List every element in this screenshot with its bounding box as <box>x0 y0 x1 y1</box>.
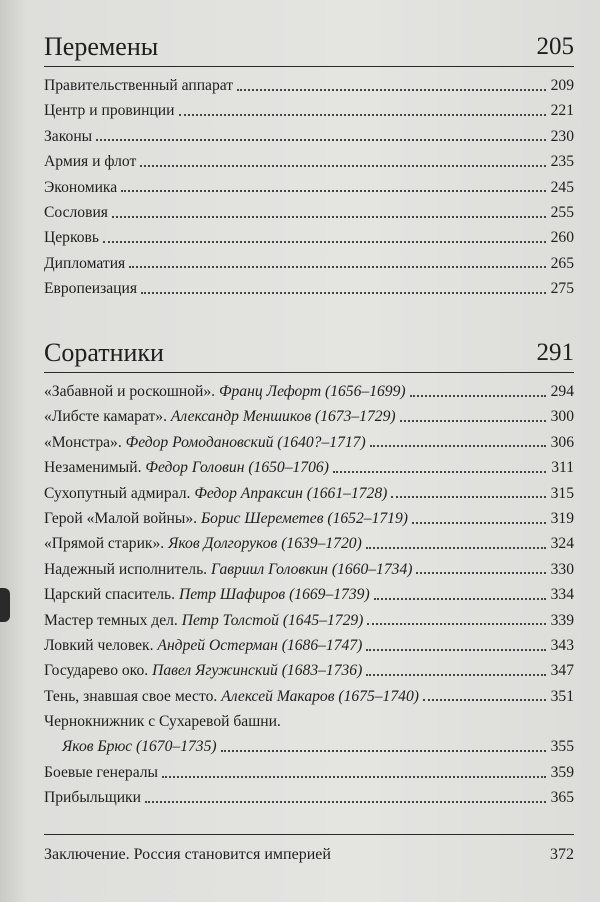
section-title: Соратники <box>44 338 164 367</box>
dot-leader <box>129 266 546 268</box>
section-page-number: 291 <box>536 339 574 366</box>
toc-entry-label <box>44 481 387 506</box>
toc-entry-page: 343 <box>550 636 574 654</box>
toc-entry-label <box>44 582 370 607</box>
toc-entry <box>44 557 574 582</box>
toc-entry-conclusion <box>44 842 574 868</box>
toc-entry-page: 230 <box>550 127 574 145</box>
dot-leader <box>366 547 546 549</box>
toc-entry-title: Центр и провинции <box>44 102 175 120</box>
toc-entry-title: Герой «Малой войны». <box>44 509 201 527</box>
toc-entry-label <box>44 709 281 734</box>
toc-entry-title: Боевые генералы <box>44 763 159 781</box>
toc-entry-title: Царский спаситель. <box>44 586 179 604</box>
toc-entry <box>44 73 574 98</box>
dot-leader <box>221 750 546 752</box>
dot-leader <box>121 190 546 192</box>
toc-entry <box>44 633 574 658</box>
toc-entry-page: 351 <box>550 687 574 705</box>
section-header <box>44 338 574 373</box>
dot-leader <box>237 89 546 91</box>
toc-entry <box>44 608 574 633</box>
toc-entry-title: Ловкий человек. <box>44 636 158 654</box>
dot-leader <box>423 699 546 701</box>
toc-entry-label <box>44 251 125 276</box>
toc-entry <box>44 734 574 759</box>
toc-entry-label <box>44 785 141 810</box>
toc-entry-title: Государево око. <box>44 662 153 680</box>
toc-entry-label <box>44 531 362 556</box>
dot-leader <box>400 420 546 422</box>
toc-entry <box>44 404 574 429</box>
toc-entry <box>44 709 574 734</box>
toc-entry-label <box>44 225 99 250</box>
toc-entry-page: 245 <box>550 178 574 196</box>
toc-entry-label <box>44 200 108 225</box>
toc-entry <box>44 430 574 455</box>
dot-leader <box>366 674 546 676</box>
toc-entry-person: Павел Ягужинский (1683–1736) <box>152 662 363 680</box>
section-header <box>44 32 574 67</box>
page-edge-mark <box>0 588 10 622</box>
toc-entry-page: 260 <box>550 229 574 247</box>
toc-entry-person: Гавриил Головкин (1660–1734) <box>210 560 413 578</box>
dot-leader <box>112 216 546 218</box>
toc-entry-person: Федор Головин (1650–1706) <box>145 459 329 477</box>
toc-entry-title: «Прямой старик». <box>44 535 169 553</box>
toc-entry-title: Армия и флот <box>44 153 137 171</box>
toc-entry-page: 300 <box>550 408 574 426</box>
toc-entry-label <box>44 506 408 531</box>
toc-entry <box>44 225 574 250</box>
toc-entry-title: Сословия <box>44 203 108 221</box>
dot-leader <box>140 165 546 167</box>
toc-entry <box>44 175 574 200</box>
section-peremeny <box>44 32 574 302</box>
toc-entry-title: Церковь <box>44 229 100 247</box>
toc-entry <box>44 251 574 276</box>
toc-entry <box>44 531 574 556</box>
toc-entry-title: Экономика <box>44 178 118 196</box>
toc-entry-page: 311 <box>551 459 574 477</box>
toc-entry-title: Тень, знавшая свое место. <box>44 687 222 705</box>
toc-entry-page: 347 <box>550 662 574 680</box>
toc-entry <box>44 506 574 531</box>
dot-leader <box>367 623 546 625</box>
toc-entry-title: Прибыльщики <box>44 789 141 807</box>
toc-entry-label <box>44 760 158 785</box>
toc-entry <box>44 276 574 301</box>
toc-entry-page: 334 <box>550 586 574 604</box>
toc-entry <box>44 760 574 785</box>
dot-leader <box>410 395 546 397</box>
toc-entry-label <box>44 404 396 429</box>
toc-entry-person: Петр Шафиров (1669–1739) <box>178 586 370 604</box>
dot-leader <box>162 776 546 778</box>
toc-entry-label: Заключение. Россия становится империей <box>44 846 331 863</box>
toc-entry-person: Яков Долгоруков (1639–1720) <box>168 535 362 553</box>
toc-entry-title: Незаменимый. <box>44 459 146 477</box>
dot-leader <box>374 598 546 600</box>
toc-entry-person: Федор Ромодановский (1640?–1717) <box>125 433 366 451</box>
toc-entry-title: Европеизация <box>44 280 138 298</box>
dot-leader <box>366 649 546 651</box>
toc-entry-title: «Монстра». <box>44 433 126 451</box>
toc-entry-person: Александр Меншиков (1673–1729) <box>170 408 396 426</box>
toc-entry-page: 306 <box>550 433 574 451</box>
toc-entry-person: Федор Апраксин (1661–1728) <box>194 484 388 502</box>
toc-entry-page: 275 <box>550 280 574 298</box>
dot-leader <box>391 496 546 498</box>
toc-entry-page: 330 <box>550 560 574 578</box>
toc-entry-label <box>44 658 362 683</box>
toc-entry <box>44 582 574 607</box>
toc-entry-label <box>44 684 419 709</box>
toc-entries <box>44 379 574 811</box>
toc-entry <box>44 379 574 404</box>
toc-entry-label <box>44 430 366 455</box>
dot-leader <box>103 241 546 243</box>
toc-entry <box>44 149 574 174</box>
dot-leader <box>412 522 546 524</box>
toc-entry <box>44 455 574 480</box>
toc-entry-person: Борис Шереметев (1652–1719) <box>200 509 408 527</box>
toc-entry-person: Андрей Остерман (1686–1747) <box>157 636 363 654</box>
toc-entry-page: 324 <box>550 535 574 553</box>
toc-entries <box>44 73 574 302</box>
toc-entry-title: Надежный исполнитель. <box>44 560 211 578</box>
toc-entry-page: 355 <box>550 738 574 756</box>
toc-entry-page: 294 <box>550 383 574 400</box>
section-title: Перемены <box>44 32 159 61</box>
toc-entry-label <box>44 633 362 658</box>
toc-entry-label <box>44 124 92 149</box>
toc-entry-label <box>44 175 117 200</box>
toc-entry-label <box>44 98 175 123</box>
dot-leader <box>370 445 546 447</box>
toc-entry-page: 372 <box>550 846 574 863</box>
dot-leader <box>416 572 546 574</box>
toc-entry-title: Мастер темных дел. <box>44 611 182 629</box>
section-page-number: 205 <box>536 33 574 60</box>
toc-entry <box>44 98 574 123</box>
toc-entry <box>44 658 574 683</box>
toc-entry-label <box>44 557 412 582</box>
toc-entry-page: 339 <box>550 611 574 629</box>
section-soratniki <box>44 338 574 811</box>
toc-entry-label <box>44 455 329 480</box>
toc-entry-label <box>44 379 406 404</box>
toc-entry-title: Правительственный аппарат <box>44 77 234 94</box>
dot-leader <box>179 114 547 116</box>
toc-entry-label <box>44 276 137 301</box>
toc-entry-page: 359 <box>550 763 574 781</box>
toc-entry-person: Франц Лефорт (1656–1699) <box>218 383 406 400</box>
toc-entry-page: 235 <box>550 153 574 171</box>
toc-entry-person: Алексей Макаров (1675–1740) <box>221 687 419 705</box>
toc-entry-page: 209 <box>550 77 574 94</box>
toc-entry <box>44 481 574 506</box>
toc-entry-title: Чернокнижник с Сухаревой башни. <box>44 713 281 731</box>
toc-entry-title: Сухопутный адмирал. <box>44 484 195 502</box>
toc-entry-page: 319 <box>550 509 574 527</box>
toc-entry-title: Законы <box>44 127 93 145</box>
toc-entry-label <box>62 734 217 759</box>
toc-entry-page: 265 <box>550 254 574 272</box>
footer-divider <box>44 834 574 835</box>
toc-entry-page: 255 <box>550 203 574 221</box>
toc-entry-person: Петр Толстой (1645–1729) <box>181 611 364 629</box>
toc-entry-page: 221 <box>550 102 574 120</box>
dot-leader <box>333 471 546 473</box>
toc-entry-title: Дипломатия <box>44 254 126 272</box>
toc-entry <box>44 124 574 149</box>
dot-leader <box>141 292 546 294</box>
toc-entry <box>44 684 574 709</box>
toc-entry-label <box>44 149 136 174</box>
toc-entry-title: «Либсте камарат». <box>44 408 171 426</box>
toc-entry <box>44 200 574 225</box>
dot-leader <box>145 801 546 803</box>
toc-entry-label <box>44 73 233 98</box>
dot-leader <box>96 139 546 141</box>
toc-entry-page: 365 <box>550 789 574 807</box>
toc-entry-page: 315 <box>550 484 574 502</box>
toc-entry-label <box>44 608 363 633</box>
toc-entry-title: «Забавной и роскошной». <box>44 383 219 400</box>
toc-entry-person: Яков Брюс (1670–1735) <box>62 738 217 756</box>
toc-entry <box>44 785 574 810</box>
